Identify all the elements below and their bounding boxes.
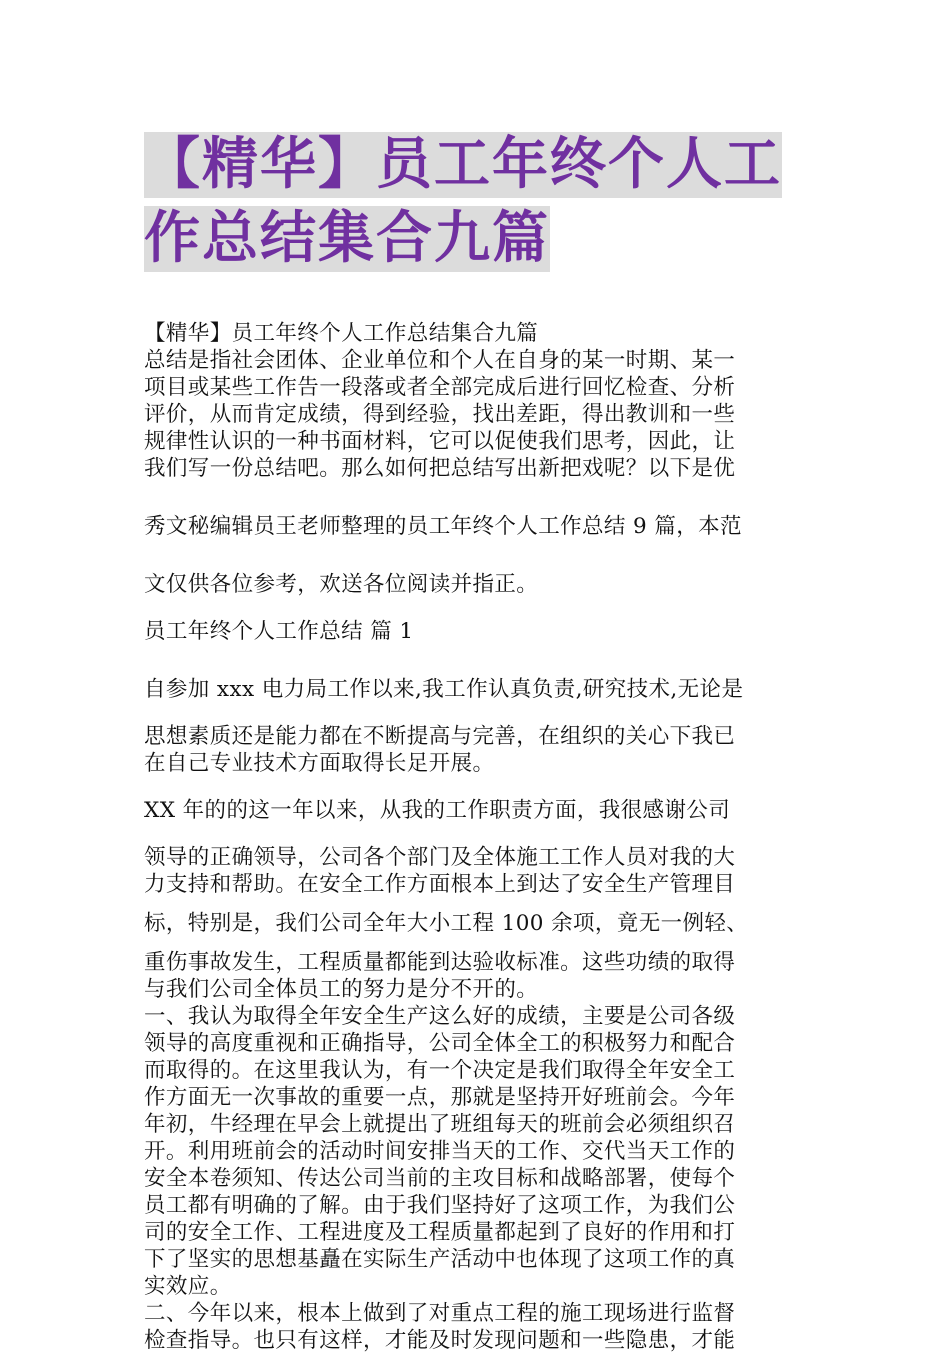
paragraph-line: 我们写一份总结吧。那么如何把总结写出新把戏呢？以下是优 bbox=[144, 456, 736, 481]
paragraph-line: 重伤事故发生，工程质量都能到达验收标准。这些功绩的取得 bbox=[144, 950, 736, 975]
paragraph-line: 力支持和帮助。在安全工作方面根本上到达了安全生产管理目 bbox=[144, 872, 736, 897]
document-title bbox=[144, 132, 814, 280]
paragraph-line: 一、我认为取得全年安全生产这么好的成绩，主要是公司各级 bbox=[144, 1004, 736, 1029]
paragraph-line: 而取得的。在这里我认为，有一个决定是我们取得全年安全工 bbox=[144, 1058, 736, 1083]
paragraph-line: 思想素质还是能力都在不断提高与完善，在组织的关心下我已 bbox=[144, 724, 736, 749]
paragraph-line: 项目或某些工作告一段落或者全部完成后进行回忆检查、分析 bbox=[144, 375, 736, 400]
paragraph-line: 安全本卷须知、传达公司当前的主攻目标和战略部署，使每个 bbox=[144, 1166, 736, 1191]
paragraph-line: 在自己专业技术方面取得长足开展。 bbox=[144, 751, 495, 776]
title-line: 作总结集合九篇 bbox=[144, 206, 550, 271]
paragraph-line: 检查指导。也只有这样，才能及时发现问题和一些隐患，才能 bbox=[144, 1328, 736, 1353]
title-line: 【精华】员工年终个人工 bbox=[144, 132, 782, 197]
paragraph-line: 评价，从而肯定成绩，得到经验，找出差距，得出教训和一些 bbox=[144, 402, 736, 427]
paragraph-line: 规律性认识的一种书面材料，它可以促使我们思考，因此，让 bbox=[144, 429, 736, 454]
paragraph-line: 二、今年以来，根本上做到了对重点工程的施工现场进行监督 bbox=[144, 1301, 736, 1326]
paragraph-line: 下了坚实的思想基矗在实际生产活动中也体现了这项工作的真 bbox=[144, 1247, 736, 1272]
subtitle-line: 【精华】员工年终个人工作总结集合九篇 bbox=[144, 321, 539, 346]
section-heading: 员工年终个人工作总结 篇 1 bbox=[144, 619, 414, 644]
paragraph-line: 领导的高度重视和正确指导，公司全体全工的积极努力和配合 bbox=[144, 1031, 736, 1056]
paragraph-line: 与我们公司全体员工的努力是分不开的。 bbox=[144, 977, 539, 1002]
paragraph-line: 秀文秘编辑员王老师整理的员工年终个人工作总结 9 篇，本范 bbox=[144, 514, 742, 539]
paragraph-line: 员工都有明确的了解。由于我们坚持好了这项工作，为我们公 bbox=[144, 1193, 736, 1218]
paragraph-line: 实效应。 bbox=[144, 1274, 232, 1299]
paragraph-line: 司的安全工作、工程进度及工程质量都起到了良好的作用和打 bbox=[144, 1220, 736, 1245]
paragraph-line: 领导的正确领导，公司各个部门及全体施工工作人员对我的大 bbox=[144, 845, 736, 870]
paragraph-line: 标，特别是，我们公司全年大小工程 100 余项，竟无一例轻、 bbox=[144, 911, 749, 936]
paragraph-line: 年初，牛经理在早会上就提出了班组每天的班前会必须组织召 bbox=[144, 1112, 736, 1137]
paragraph-line: 作方面无一次事故的重要一点，那就是坚持开好班前会。今年 bbox=[144, 1085, 736, 1110]
paragraph-line: 开。利用班前会的活动时间安排当天的工作、交代当天工作的 bbox=[144, 1139, 736, 1164]
paragraph-line: XX 年的的这一年以来，从我的工作职责方面，我很感谢公司 bbox=[144, 798, 731, 823]
paragraph-line: 总结是指社会团体、企业单位和个人在自身的某一时期、某一 bbox=[144, 348, 736, 373]
paragraph-line: 文仅供各位参考，欢送各位阅读并指正。 bbox=[144, 572, 539, 597]
document-body bbox=[144, 320, 808, 1354]
paragraph-line: 自参加 xxx 电力局工作以来,我工作认真负责,研究技术,无论是 bbox=[144, 677, 744, 702]
